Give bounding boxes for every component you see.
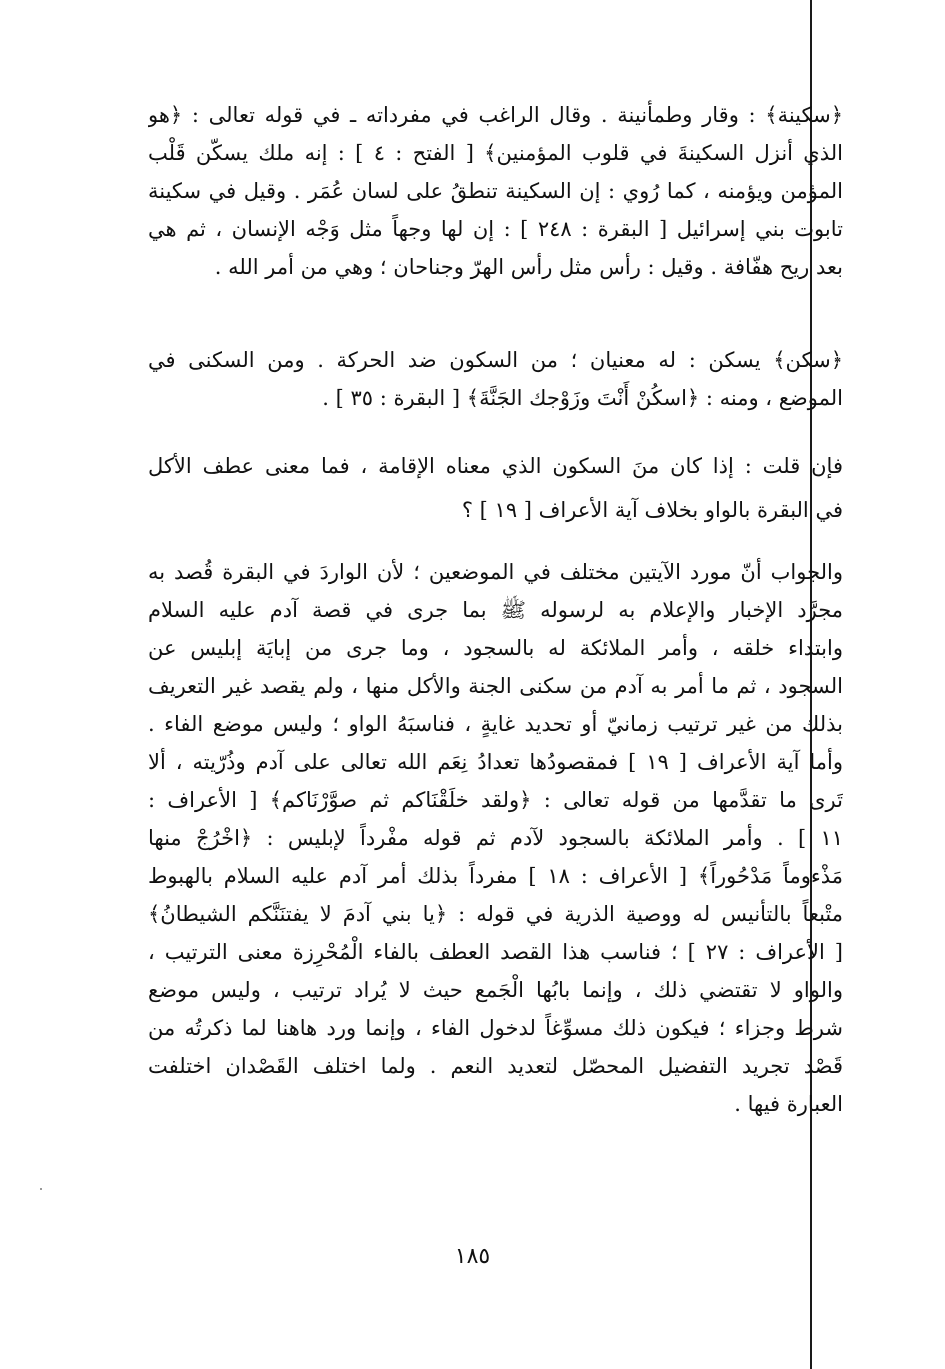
text-line: العبارة فيها . — [734, 1092, 843, 1116]
paragraph-answer — [148, 553, 843, 1123]
text-line: مجرَّد الإخبار والإعلام به لرسوله ﷺ بما جرى في قصة آدم عليه السلام — [148, 598, 843, 622]
text-line: شرط وجزاء ؛ فيكون ذلك مسوِّغاً لدخول الفاء ، وإنما ورد هاهنا لما ذكرتُه من — [148, 1016, 843, 1040]
text-line: مَذْءوماً مَدْحُوراً﴾ [ الأعراف : ١٨ ] مفرداً بذلك أمر آدم عليه السلام بالهبوط — [148, 864, 843, 888]
text-line: في البقرة بالواو بخلاف آية الأعراف [ ١٩ ] ؟ — [461, 498, 843, 522]
text-line: الموضع ، ومنه : ﴿اسكُنْ أَنْتَ وزَوْجك الجَنَّةَ﴾ [ البقرة : ٣٥ ] . — [322, 386, 843, 410]
text-line: ﴿سكينة﴾ : وقار وطمأنينة . وقال الراغب في مفرداته ـ في قوله تعالى : ﴿هو — [148, 103, 843, 127]
text-line: وأما آية الأعراف [ ١٩ ] فمقصودُها تعدادُ نِعَم الله تعالى على آدم وذُرّيته ، ألا — [148, 750, 843, 774]
text-line: والواو لا تقتضي ذلك ، وإنما بابُها الْجَمع حيث لا يُراد ترتيب ، وليس موضع — [148, 978, 843, 1002]
text-line: وابتداء خلقه ، وأمر الملائكة له بالسجود ، وما جرى من إبايَة إبليس عن — [148, 636, 843, 660]
paragraph-question — [148, 441, 843, 529]
scan-speck — [40, 1188, 42, 1190]
text-line: متْبعاً بالتأنيس له ووصية الذرية في قوله : ﴿يا بني آدمَ لا يفتنَنَّكم الشيطانُ﴾ — [148, 902, 843, 926]
text-line: ﴿سكن﴾ يسكن : له معنيان ؛ من السكون ضد الحركة . ومن السكنى في — [148, 348, 843, 372]
text-line: تَرى ما تقدَّمها من قوله تعالى : ﴿ولقد خلَقْنَاكم ثم صوَّرْنَاكم﴾ [ الأعراف : — [148, 788, 843, 812]
page-number: ١٨٥ — [454, 1244, 491, 1269]
text-line: [ الأعراف : ٢٧ ] ؛ فناسب هذا القصد العطف بالفاء الْمُحْرِزة معنى الترتيب ، — [148, 940, 843, 964]
text-line: قَصْد تجريد التفضيل المحصّل لتعديد النعم . ولما اختلف القَصْدان اختلفت — [148, 1054, 843, 1078]
text-line: فإن قلت : إذا كان منَ السكون الذي معناه الإقامة ، فما معنى عطف الأكل — [148, 454, 843, 478]
text-line: تابوت بني إسرائيل [ البقرة : ٢٤٨ ] : إن لها وجهاً مثل وَجْه الإنسان ، ثم هي — [148, 217, 843, 241]
text-line: المؤمن ويؤمنه ، كما رُوي : إن السكينة تنطقُ على لسان عُمَر . وقيل في سكينة — [148, 179, 843, 203]
text-line: والجواب أنّ مورد الآيتين مختلف في الموضعين ؛ لأن الواردَ في البقرة قُصد به — [148, 560, 843, 584]
text-line: بعد ريح هفّافة . وقيل : رأس مثل رأس الهرّ وجناحان ؛ وهي من أمر الله . — [214, 255, 843, 279]
paragraph-sakan — [148, 341, 843, 417]
text-line: السجود ، ثم ما أمر به آدم من سكنى الجنة والأكل منها ، ولم يقصد غير التعريف — [148, 674, 843, 698]
text-line: ١١ ] . وأمر الملائكة بالسجود لآدم ثم قوله مفْرداً لإبليس : ﴿اخْرُجْ منها — [148, 826, 843, 850]
text-line: الذي أنزل السكينةَ في قلوب المؤمنين﴾ [ الفتح : ٤ ] : إنه ملك يسكّن قَلْب — [148, 141, 843, 165]
paragraph-sakina — [148, 96, 843, 286]
text-line: بذلك من غير ترتيب زمانيّ أو تحديد غايةٍ ، فناسبَهُ الواو ؛ وليس موضع الفاء . — [148, 712, 843, 736]
